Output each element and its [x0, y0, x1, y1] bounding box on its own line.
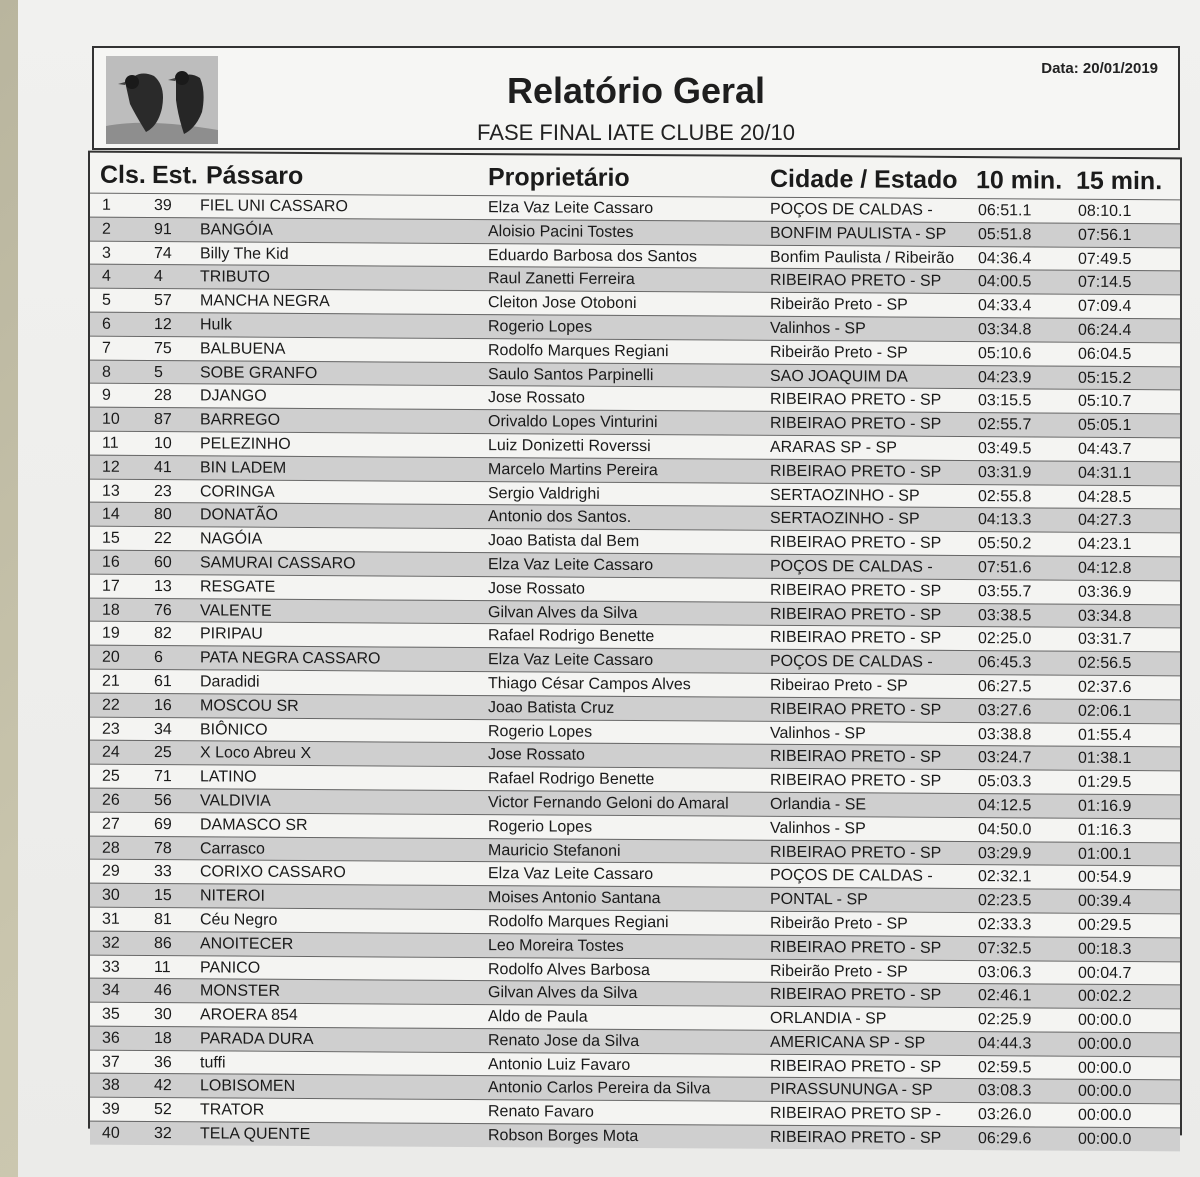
cell-10min: 02:25.0 [978, 630, 1032, 648]
cell-est: 69 [154, 815, 172, 833]
cell-bird: Daradidi [200, 673, 260, 691]
cell-est: 18 [154, 1029, 172, 1048]
cell-est: 34 [154, 720, 172, 738]
report-title: Relatório Geral [506, 70, 766, 111]
cell-cls: 5 [102, 291, 111, 309]
cell-bird: TELA QUENTE [200, 1125, 311, 1144]
cell-owner: Mauricio Stefanoni [488, 841, 621, 860]
cell-owner: Elza Vaz Leite Cassaro [488, 199, 654, 218]
cell-owner: Antonio dos Santos. [488, 508, 632, 527]
cell-10min: 04:23.9 [978, 368, 1032, 386]
cell-city: RIBEIRAO PRETO - SP [770, 629, 942, 648]
cell-est: 13 [154, 577, 172, 595]
cell-city: Ribeirão Preto - SP [770, 296, 908, 314]
cell-city: RIBEIRAO PRETO - SP [770, 938, 942, 957]
cell-10min: 06:29.6 [978, 1130, 1032, 1148]
cell-bird: LOBISOMEN [200, 1077, 296, 1096]
cell-owner: Elza Vaz Leite Cassaro [488, 651, 654, 670]
cell-15min: 07:49.5 [1078, 250, 1132, 268]
cell-10min: 05:51.8 [978, 225, 1032, 244]
cell-owner: Raul Zanetti Ferreira [488, 270, 635, 289]
cell-city: SERTAOZINHO - SP [770, 510, 920, 529]
cell-city: RIBEIRAO PRETO - SP [770, 533, 942, 553]
cell-cls: 13 [102, 482, 120, 500]
cell-owner: Rafael Rodrigo Benette [488, 770, 655, 789]
cell-owner: Sergio Valdrighi [488, 484, 600, 503]
cell-city: SAO JOAQUIM DA [770, 367, 908, 386]
cell-10min: 04:00.5 [978, 273, 1032, 291]
cell-est: 22 [154, 530, 172, 548]
cell-bird: CORIXO CASSARO [200, 863, 346, 882]
cell-city: BONFIM PAULISTA - SP [770, 224, 947, 243]
cell-15min: 07:56.1 [1078, 226, 1132, 244]
cell-est: 52 [154, 1101, 172, 1119]
cell-bird: ANOITECER [200, 935, 294, 953]
cell-city: ARARAS SP - SP [770, 438, 897, 457]
cell-est: 23 [154, 482, 172, 500]
cell-10min: 03:24.7 [978, 749, 1032, 767]
cell-est: 32 [154, 1125, 172, 1143]
cell-bird: MONSTER [200, 982, 280, 1001]
cell-10min: 03:55.7 [978, 582, 1032, 601]
cell-bird: AROERA 854 [200, 1006, 298, 1025]
cell-10min: 03:31.9 [978, 463, 1032, 482]
cell-15min: 06:24.4 [1078, 321, 1132, 340]
cell-10min: 06:51.1 [978, 202, 1032, 220]
cell-city: Ribeirão Preto - SP [770, 962, 908, 981]
cell-10min: 02:33.3 [978, 916, 1032, 934]
cell-10min: 03:06.3 [978, 963, 1032, 981]
cell-cls: 19 [102, 625, 120, 643]
cell-est: 80 [154, 506, 172, 524]
cell-15min: 00:00.0 [1078, 1011, 1132, 1030]
cell-est: 56 [154, 791, 172, 810]
cell-owner: Robson Borges Mota [488, 1127, 639, 1146]
cell-15min: 08:10.1 [1078, 202, 1132, 221]
cell-cls: 2 [102, 220, 111, 238]
column-header-bird: Pássaro [206, 161, 304, 190]
cell-cls: 29 [102, 863, 120, 881]
cell-owner: Renato Favaro [488, 1103, 594, 1122]
cell-cls: 15 [102, 529, 120, 548]
cell-cls: 17 [102, 577, 120, 595]
cell-city: Valinhos - SP [770, 724, 866, 742]
cell-15min: 05:05.1 [1078, 416, 1132, 435]
cell-cls: 28 [102, 839, 120, 857]
cell-15min: 00:00.0 [1078, 1083, 1132, 1101]
cell-est: 74 [154, 244, 172, 262]
cell-15min: 04:27.3 [1078, 512, 1132, 530]
cell-bird: DJANGO [200, 387, 267, 406]
cell-bird: BARREGO [200, 411, 281, 430]
cell-cls: 24 [102, 744, 120, 762]
report-subtitle: FASE FINAL IATE CLUBE 20/10 [477, 120, 795, 145]
cell-bird: PELEZINHO [200, 435, 291, 453]
cell-10min: 02:55.8 [978, 487, 1032, 505]
cell-bird: X Loco Abreu X [200, 744, 312, 763]
cell-15min: 01:00.1 [1078, 845, 1132, 863]
cell-est: 91 [154, 220, 172, 238]
cell-owner: Saulo Santos Parpinelli [488, 365, 654, 384]
cell-bird: BIN LADEM [200, 459, 287, 477]
cell-est: 60 [154, 554, 172, 572]
cell-15min: 02:56.5 [1078, 654, 1132, 673]
cell-city: RIBEIRAO PRETO - SP [770, 748, 942, 767]
cell-15min: 01:16.9 [1078, 797, 1132, 815]
cell-10min: 03:34.8 [978, 321, 1032, 339]
cell-owner: Renato Jose da Silva [488, 1031, 640, 1050]
cell-bird: PANICO [200, 958, 261, 977]
cell-owner: Thiago César Campos Alves [488, 675, 691, 694]
cell-15min: 00:39.4 [1078, 892, 1132, 911]
cell-15min: 06:04.5 [1078, 345, 1132, 363]
cell-cls: 33 [102, 958, 120, 976]
cell-cls: 20 [102, 648, 120, 666]
cell-cls: 11 [102, 434, 119, 452]
cell-15min: 00:00.0 [1078, 1059, 1132, 1077]
cell-cls: 35 [102, 1005, 120, 1023]
cell-10min: 04:33.4 [978, 297, 1032, 315]
cell-est: 5 [154, 363, 163, 381]
cell-est: 57 [154, 292, 172, 310]
cell-cls: 31 [102, 910, 120, 928]
cell-15min: 04:12.8 [1078, 559, 1132, 577]
cell-city: POÇOS DE CALDAS - [770, 200, 933, 219]
cell-bird: VALENTE [200, 601, 272, 620]
cell-city: Orlandia - SE [770, 795, 867, 814]
cell-owner: Aloisio Pacini Tostes [488, 222, 634, 241]
cell-bird: TRIBUTO [200, 268, 270, 287]
cell-est: 42 [154, 1077, 172, 1095]
cell-city: SERTAOZINHO - SP [770, 486, 920, 505]
cell-15min: 04:43.7 [1078, 440, 1132, 459]
cell-10min: 03:26.0 [978, 1106, 1032, 1124]
cell-est: 46 [154, 982, 172, 1000]
cell-10min: 06:27.5 [978, 678, 1032, 696]
cell-est: 61 [154, 672, 172, 691]
cell-10min: 04:13.3 [978, 511, 1032, 529]
cell-est: 75 [154, 339, 172, 357]
cell-cls: 18 [102, 601, 120, 619]
cell-owner: Gilvan Alves da Silva [488, 603, 638, 622]
cell-est: 28 [154, 387, 172, 405]
cell-owner: Jose Rossato [488, 389, 585, 408]
cell-owner: Eduardo Barbosa dos Santos [488, 246, 698, 265]
column-header-cls: Cls. [100, 160, 146, 190]
cell-est: 76 [154, 601, 172, 619]
cell-owner: Luiz Donizetti Roverssi [488, 437, 651, 456]
cell-city: POÇOS DE CALDAS - [770, 867, 933, 886]
cell-bird: DONATÃO [200, 506, 278, 525]
cell-est: 16 [154, 696, 172, 714]
cell-city: AMERICANA SP - SP [770, 1033, 926, 1052]
cell-cls: 8 [102, 363, 111, 381]
cell-15min: 00:54.9 [1078, 869, 1132, 887]
cell-est: 25 [154, 744, 172, 762]
cell-city: PIRASSUNUNGA - SP [770, 1081, 933, 1100]
cell-est: 71 [154, 768, 172, 786]
cell-15min: 01:38.1 [1078, 750, 1132, 768]
cell-10min: 06:45.3 [978, 654, 1032, 672]
cell-bird: NAGÓIA [200, 530, 263, 548]
cell-bird: tuffi [200, 1054, 226, 1072]
cell-cls: 40 [102, 1124, 120, 1142]
cell-est: 41 [154, 458, 172, 476]
cell-10min: 07:51.6 [978, 559, 1032, 577]
cell-owner: Rafael Rodrigo Benette [488, 627, 655, 646]
cell-bird: NITEROI [200, 887, 265, 905]
cell-est: 82 [154, 625, 172, 643]
cell-15min: 00:02.2 [1078, 988, 1132, 1006]
cell-cls: 9 [102, 387, 111, 405]
cell-bird: Billy The Kid [200, 244, 289, 263]
cell-15min: 02:06.1 [1078, 702, 1132, 720]
cell-city: Ribeirao Preto - SP [770, 676, 908, 695]
cell-bird: SAMURAI CASSARO [200, 554, 356, 573]
results-table [88, 151, 1182, 1149]
cell-bird: LATINO [200, 768, 257, 786]
cell-bird: Céu Negro [200, 911, 278, 929]
cell-10min: 04:12.5 [978, 797, 1032, 815]
cell-owner: Rodolfo Marques Regiani [488, 341, 669, 360]
cell-bird: DAMASCO SR [200, 816, 308, 834]
cell-bird: RESGATE [200, 578, 276, 596]
cell-owner: Aldo de Paula [488, 1008, 588, 1026]
cell-owner: Joao Batista Cruz [488, 698, 615, 717]
cell-15min: 00:00.0 [1078, 1106, 1132, 1125]
cell-city: RIBEIRAO PRETO - SP [770, 1128, 942, 1147]
cell-bird: Carrasco [200, 839, 265, 858]
cell-est: 81 [154, 910, 172, 929]
cell-10min: 02:55.7 [978, 416, 1032, 434]
cell-10min: 02:32.1 [978, 868, 1032, 886]
cell-city: RIBEIRAO PRETO - SP [770, 462, 942, 481]
cell-bird: PARADA DURA [200, 1030, 314, 1048]
cell-owner: Orivaldo Lopes Vinturini [488, 413, 658, 432]
cell-cls: 16 [102, 553, 120, 571]
cell-owner: Antonio Luiz Favaro [488, 1055, 631, 1074]
cell-owner: Moises Antonio Santana [488, 889, 661, 908]
cell-10min: 03:15.5 [978, 392, 1032, 410]
cell-cls: 6 [102, 315, 111, 333]
cell-est: 78 [154, 839, 172, 857]
cell-bird: VALDIVIA [200, 792, 271, 810]
cell-15min: 01:55.4 [1078, 726, 1132, 744]
cell-cls: 1 [102, 196, 111, 214]
cell-city: RIBEIRAO PRETO - SP [770, 986, 942, 1005]
cell-10min: 04:36.4 [978, 249, 1032, 268]
cell-cls: 27 [102, 815, 120, 833]
cell-15min: 00:29.5 [1078, 916, 1132, 934]
cell-bird: SOBE GRANFO [200, 363, 318, 382]
cell-bird: TRATOR [200, 1101, 265, 1120]
cell-10min: 03:38.5 [978, 606, 1032, 624]
cell-city: Valinhos - SP [770, 319, 866, 338]
report-header [92, 46, 1180, 150]
cell-15min: 04:23.1 [1078, 535, 1132, 554]
cell-bird: MANCHA NEGRA [200, 292, 330, 311]
cell-cls: 7 [102, 339, 111, 357]
cell-10min: 02:23.5 [978, 892, 1032, 910]
cell-est: 39 [154, 197, 172, 215]
cell-owner: Leo Moreira Tostes [488, 936, 624, 955]
cell-city: RIBEIRAO PRETO - SP [770, 272, 942, 291]
cell-est: 33 [154, 863, 172, 881]
cell-est: 10 [154, 435, 172, 453]
cell-10min: 02:46.1 [978, 987, 1032, 1005]
cell-owner: Rodolfo Alves Barbosa [488, 960, 650, 979]
cell-cls: 30 [102, 886, 120, 904]
cell-city: RIBEIRAO PRETO - SP [770, 414, 942, 434]
cell-cls: 23 [102, 720, 120, 738]
cell-cls: 32 [102, 934, 120, 952]
cell-10min: 03:08.3 [978, 1082, 1032, 1100]
cell-15min: 04:28.5 [1078, 488, 1132, 506]
cell-est: 12 [154, 316, 172, 334]
column-header-15min: 15 min. [1076, 166, 1163, 196]
cell-owner: Gilvan Alves da Silva [488, 984, 638, 1003]
cell-bird: MOSCOU SR [200, 697, 299, 715]
cell-15min: 07:14.5 [1078, 274, 1132, 292]
cell-city: ORLANDIA - SP [770, 1009, 887, 1028]
cell-15min: 03:31.7 [1078, 631, 1132, 649]
report-sheet [18, 0, 1200, 1177]
report-date: Data: 20/01/2019 [1041, 60, 1158, 77]
cell-bird: BALBUENA [200, 340, 286, 358]
cell-owner: Antonio Carlos Pereira da Silva [488, 1079, 711, 1098]
cell-15min: 00:04.7 [1078, 964, 1132, 982]
cell-owner: Rogerio Lopes [488, 817, 593, 836]
cell-cls: 4 [102, 268, 111, 286]
cell-city: POÇOS DE CALDAS - [770, 652, 933, 671]
cell-15min: 02:37.6 [1078, 678, 1132, 696]
cell-owner: Rogerio Lopes [488, 318, 593, 336]
cell-bird: FIEL UNI CASSARO [200, 197, 348, 216]
cell-10min: 07:32.5 [978, 939, 1032, 958]
cell-owner: Victor Fernando Geloni do Amaral [488, 794, 729, 813]
cell-owner: Jose Rossato [488, 746, 585, 765]
cell-15min: 05:10.7 [1078, 393, 1132, 411]
cell-city: RIBEIRAO PRETO - SP [770, 843, 942, 862]
cell-city: RIBEIRAO PRETO - SP [770, 391, 942, 410]
table-body [90, 193, 1180, 1152]
cell-city: RIBEIRAO PRETO - SP [770, 771, 942, 790]
cell-city: RIBEIRAO PRETO - SP [770, 605, 942, 624]
cell-cls: 21 [102, 672, 120, 690]
column-header-city: Cidade / Estado [770, 164, 958, 194]
cell-city: Ribeirão Preto - SP [770, 343, 908, 362]
cell-est: 11 [154, 958, 171, 976]
cell-est: 86 [154, 934, 172, 952]
cell-10min: 02:59.5 [978, 1058, 1032, 1077]
cell-15min: 03:36.9 [1078, 583, 1132, 601]
table-header [90, 153, 1180, 200]
cell-cls: 25 [102, 767, 120, 785]
cell-cls: 14 [102, 506, 120, 524]
cell-10min: 03:29.9 [978, 844, 1032, 862]
cell-city: PONTAL - SP [770, 890, 868, 909]
cell-10min: 04:44.3 [978, 1034, 1032, 1053]
cell-bird: BIÔNICO [200, 720, 268, 739]
cell-15min: 07:09.4 [1078, 297, 1132, 316]
cell-city: RIBEIRAO PRETO - SP [770, 581, 942, 600]
cell-15min: 00:00.0 [1078, 1035, 1132, 1053]
cell-city: POÇOS DE CALDAS - [770, 557, 933, 576]
cell-est: 36 [154, 1053, 172, 1071]
cell-bird: PATA NEGRA CASSARO [200, 649, 381, 668]
cell-est: 87 [154, 411, 172, 429]
cell-est: 30 [154, 1006, 172, 1024]
cell-city: Valinhos - SP [770, 819, 866, 838]
cell-10min: 03:38.8 [978, 725, 1032, 743]
cell-10min: 03:49.5 [978, 440, 1032, 458]
cell-city: Ribeirão Preto - SP [770, 914, 908, 933]
cell-est: 15 [154, 887, 172, 905]
cell-city: RIBEIRAO PRETO - SP [770, 700, 942, 719]
cell-owner: Marcelo Martins Pereira [488, 460, 658, 479]
cell-cls: 10 [102, 410, 120, 429]
cell-bird: PIRIPAU [200, 625, 263, 644]
cell-cls: 36 [102, 1029, 120, 1047]
cell-est: 6 [154, 649, 163, 667]
cell-10min: 05:10.6 [978, 344, 1032, 363]
cell-owner: Jose Rossato [488, 579, 585, 598]
cell-15min: 00:18.3 [1078, 940, 1132, 958]
cell-city: Bonfim Paulista / Ribeirão [770, 248, 955, 267]
cell-cls: 26 [102, 791, 120, 809]
cell-cls: 22 [102, 696, 120, 714]
cell-15min: 05:15.2 [1078, 369, 1132, 387]
cell-10min: 05:50.2 [978, 535, 1032, 553]
cell-bird: BANGÓIA [200, 221, 273, 239]
cell-city: RIBEIRAO PRETO SP - [770, 1105, 942, 1124]
column-header-est: Est. [152, 161, 198, 190]
cell-owner: Joao Batista dal Bem [488, 532, 640, 551]
cell-owner: Elza Vaz Leite Cassaro [488, 865, 654, 884]
cell-owner: Rogerio Lopes [488, 722, 593, 741]
cell-15min: 00:00.0 [1078, 1130, 1132, 1149]
cell-cls: 12 [102, 458, 120, 476]
cell-10min: 05:03.3 [978, 773, 1032, 791]
cell-15min: 01:16.3 [1078, 821, 1132, 839]
cell-est: 4 [154, 268, 163, 286]
cell-10min: 03:27.6 [978, 701, 1032, 720]
column-header-owner: Proprietário [488, 163, 630, 192]
cell-owner: Elza Vaz Leite Cassaro [488, 556, 654, 575]
cell-cls: 38 [102, 1077, 120, 1095]
cell-15min: 04:31.1 [1078, 464, 1132, 482]
cell-city: RIBEIRAO PRETO - SP [770, 1057, 942, 1076]
cell-cls: 37 [102, 1053, 120, 1071]
cell-owner: Rodolfo Marques Regiani [488, 913, 669, 932]
cell-owner: Cleiton Jose Otoboni [488, 294, 637, 313]
cell-cls: 34 [102, 982, 120, 1000]
cell-bird: CORINGA [200, 482, 275, 501]
cell-15min: 01:29.5 [1078, 773, 1132, 792]
column-header-10min: 10 min. [976, 166, 1063, 195]
cell-cls: 39 [102, 1101, 120, 1119]
cell-10min: 02:25.9 [978, 1011, 1032, 1029]
cell-cls: 3 [102, 244, 111, 262]
cell-10min: 04:50.0 [978, 820, 1032, 839]
cell-15min: 03:34.8 [1078, 607, 1132, 625]
cell-bird: Hulk [200, 316, 233, 334]
